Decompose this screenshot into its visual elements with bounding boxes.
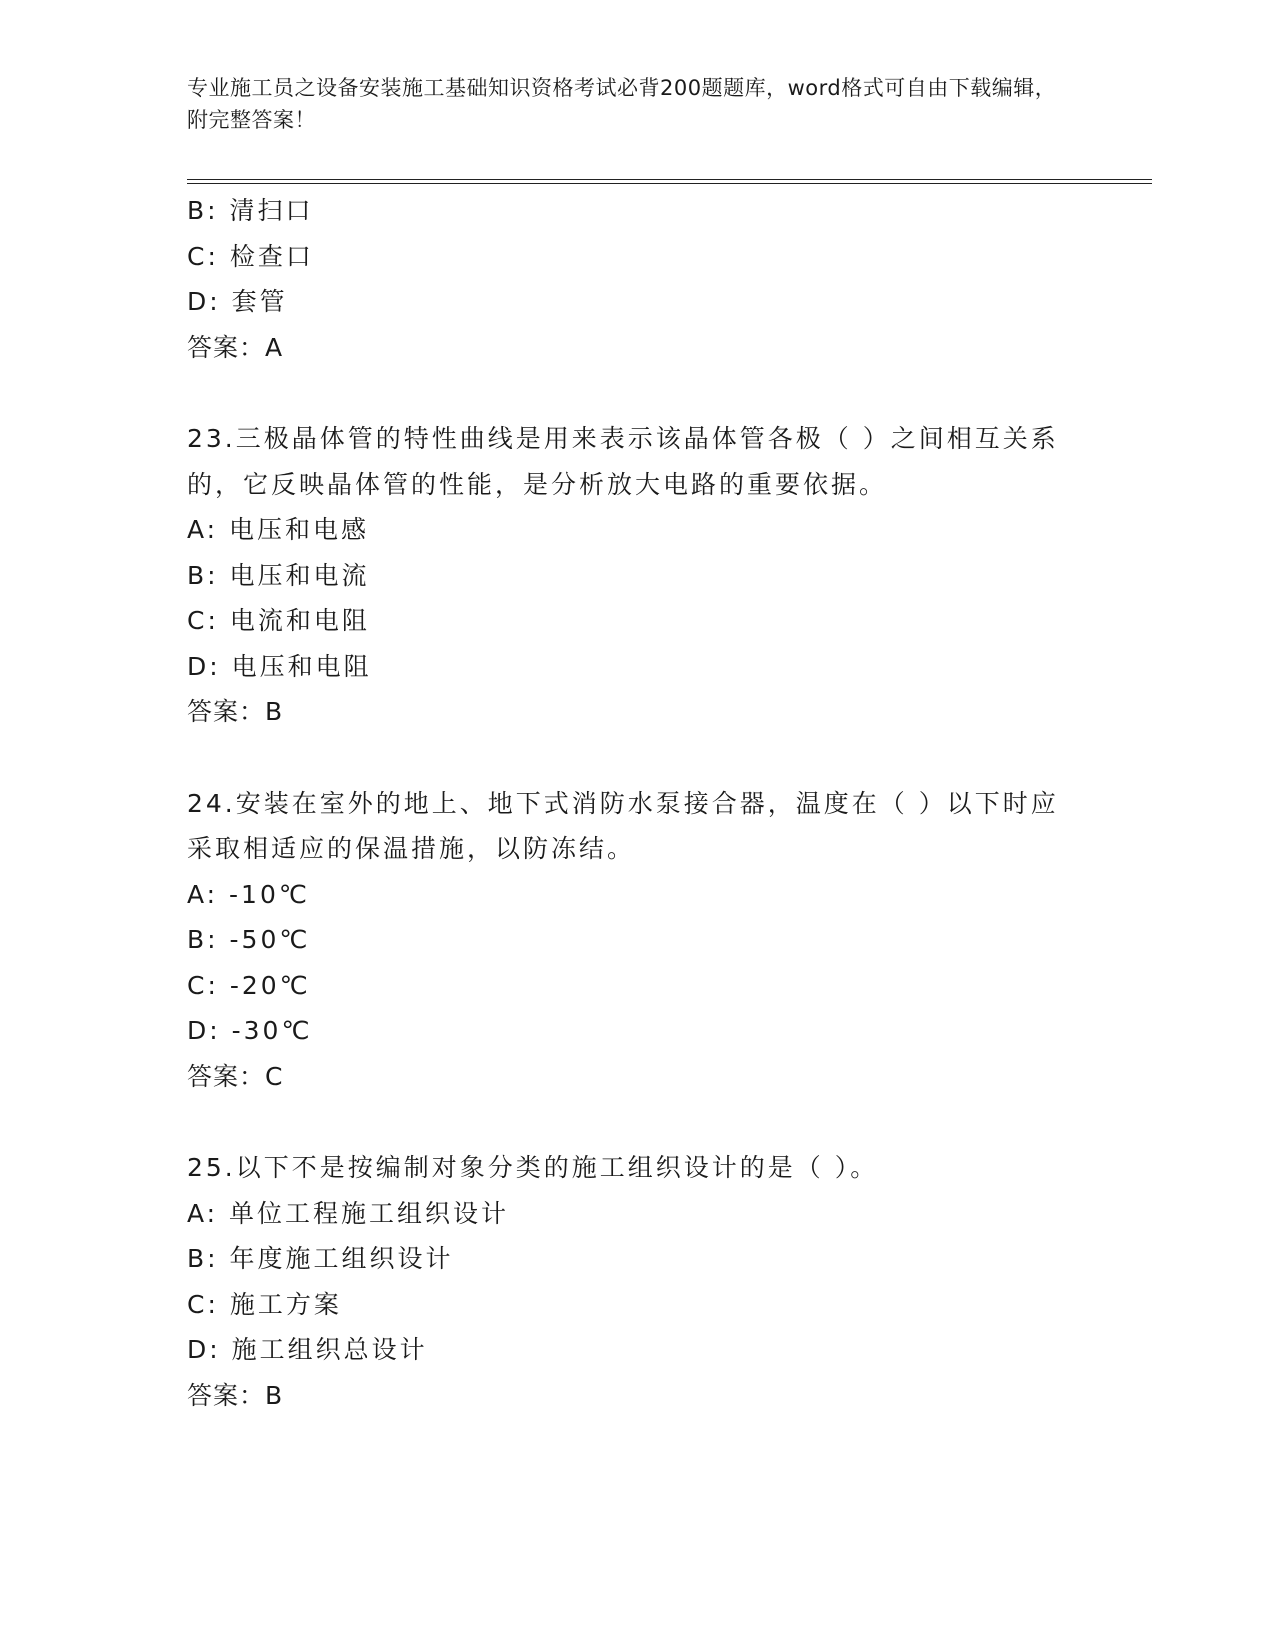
page-header-title: 专业施工员之设备安装施工基础知识资格考试必背200题题库，word格式可自由下载编辑，附完整答案！ bbox=[187, 76, 1057, 132]
question-stem: 23.三极晶体管的特性曲线是用来表示该晶体管各极（ ）之间相互关系的，它反映晶体管的性能，是分析放大电路的重要依据。 bbox=[187, 424, 1059, 499]
answer-line: 答案：C bbox=[187, 1061, 284, 1091]
answer-line: 答案：A bbox=[187, 332, 284, 362]
option-c: C: 施工方案 bbox=[187, 1289, 342, 1319]
option-b: B: -50℃ bbox=[187, 925, 311, 954]
option-b: B: 电压和电流 bbox=[187, 560, 370, 590]
option-c: C: 检查口 bbox=[187, 241, 314, 271]
option-d: D: 施工组织总设计 bbox=[187, 1335, 428, 1364]
question-stem: 24.安装在室外的地上、地下式消防水泵接合器，温度在（ ）以下时应采取相适应的保温措施，以防冻结。 bbox=[187, 788, 1059, 863]
header-rule-bottom bbox=[187, 183, 1152, 184]
option-b: B: 年度施工组织设计 bbox=[187, 1244, 454, 1273]
option-a: A: 电压和电感 bbox=[187, 515, 370, 544]
option-d: D: 套管 bbox=[187, 287, 288, 316]
option-a: A: 单位工程施工组织设计 bbox=[187, 1198, 510, 1228]
question-23 bbox=[187, 416, 1067, 735]
question-content bbox=[187, 188, 1067, 1418]
question-22-partial bbox=[187, 188, 1067, 370]
question-gap bbox=[187, 1099, 1067, 1145]
option-b: B: 清扫口 bbox=[187, 196, 314, 225]
header-rule-top bbox=[187, 179, 1152, 180]
answer-line: 答案：B bbox=[187, 1380, 284, 1410]
question-stem: 25.以下不是按编制对象分类的施工组织设计的是（ ）。 bbox=[187, 1153, 879, 1182]
question-25 bbox=[187, 1145, 1067, 1418]
question-gap bbox=[187, 735, 1067, 781]
option-a: A: -10℃ bbox=[187, 879, 310, 909]
question-24 bbox=[187, 781, 1067, 1100]
option-d: D: -30℃ bbox=[187, 1016, 313, 1045]
option-c: C: 电流和电阻 bbox=[187, 606, 370, 635]
question-gap bbox=[187, 370, 1067, 416]
answer-line: 答案：B bbox=[187, 697, 284, 726]
option-c: C: -20℃ bbox=[187, 970, 311, 1000]
option-d: D: 电压和电阻 bbox=[187, 651, 372, 681]
